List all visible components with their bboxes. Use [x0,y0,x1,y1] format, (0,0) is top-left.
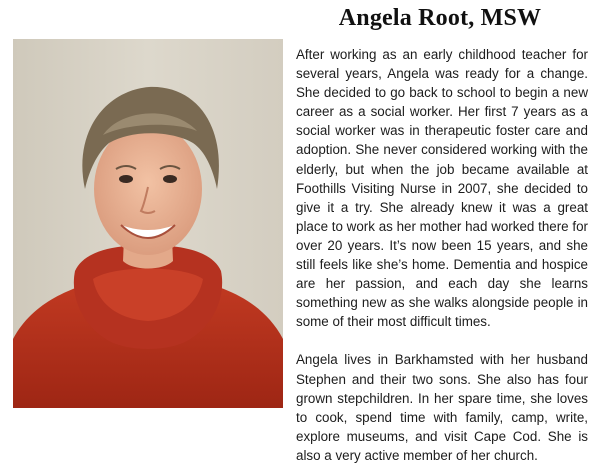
bio-paragraph-career: After working as an early childhood teacher for several years, Angela was ready for a change. She decided to go back to school to begin a new career as a social worker. Her first 7 years as a social worker was in therapeutic foster care and adoption. She never considered working with the elderly, but when the job became available at Foothills Visiting Nurse in 2007, she decided to give it a try. She already knew it was a great place to work as her mother had worked there for over 20 years. It’s now been 15 years, and she still feels like she’s home. Dementia and hospice are her passion, and each day she learns something new as she walks alongside people in some of their most difficult times. [296,47,588,330]
bio-paragraph-family: Angela lives in Barkhamsted with her husband Stephen and their two sons. She also has four grown stepchildren. In her spare time, she loves to cook, spend time with family, camp, write, explore museums, and visit Cape Cod. She is also a very active member of her church. [296,352,588,463]
portrait-photo [13,39,283,408]
portrait-photo-icon [13,39,283,408]
bio-text [296,45,588,465]
page-title: Angela Root, MSW [338,5,542,31]
